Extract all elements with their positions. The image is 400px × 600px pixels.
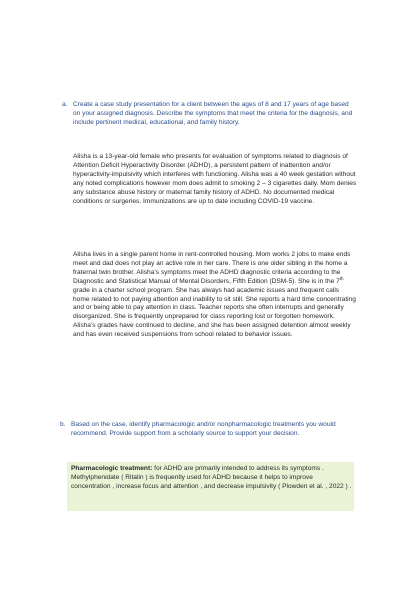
question-a-marker: a. <box>62 101 68 108</box>
answer-a-paragraph-1 <box>73 153 357 206</box>
question-b-marker: b. <box>60 421 66 428</box>
answer-a-paragraph-2-text <box>73 251 357 340</box>
paragraph-2-part-2: grade in a charter school program. She has always had academic issues and frequent calls home related to not paying attention and inability to sit still. She reports a hard time concentrating and or being able to pay attention in class. Teacher reports she often interrupts and generally disorganized. She is frequently unprepared for class reporting lost or forgotten homework. Alisha’s grades have continued to decline, and she has been assigned detention almost weekly and has even received suspensions from school related to behavior issues. <box>73 286 356 339</box>
question-b <box>60 421 355 439</box>
answer-a-paragraph-2 <box>73 251 357 340</box>
answer-b <box>71 465 354 492</box>
paragraph-2-part-1: Alisha lives in a single parent home in rent-controlled housing. Mom works 2 jobs to make ends meet and dad does not play an active role in her care. There is one older sibling in the home a fraternal twin brother. Alisha’s symptoms meet the ADHD diagnostic criteria according to the Diagnostic and Statistical Manual of Mental Disorders, Fifth Edition (DSM-5). She is in the 7 <box>73 251 351 285</box>
pharmacologic-treatment-text: for ADHD are primarily intended to address its symptoms . Methylphenidate ( Ritalin ) is frequently used for ADHD because it helps to improve concentration , increase focus and attention , and decrease impulsivity ( Plowden et al. , 2022 ) . <box>71 465 352 490</box>
question-a <box>62 101 355 128</box>
answer-a-paragraph-1-text: Alisha is a 13-year-old female who presents for evaluation of symptoms related to diagnosis of Attention Deficit Hyperactivity Disorder (ADHD), a persistent pattern of inattention and/or hyperactivity-impulsivity which interferes with functioning. Alisha was a 40 week gestation without any noted complications however mom does admit to smoking 2 – 3 cigarettes daily. Mom denies any substance abuse history or maternal family history of ADHD. No documented medical conditions or surgeries. Immunizations are up to date including COVID-19 vaccine. <box>73 153 357 205</box>
pharmacologic-treatment-label: Pharmacologic treatment: <box>71 465 153 472</box>
ordinal-superscript: th <box>339 275 344 281</box>
question-a-text: Create a case study presentation for a client between the ages of 8 and 17 years of age based on your assigned diagnosis. Describe the symptoms that meet the criteria for the diagnosis, and include pertinent medical, educational, and family history. <box>73 101 353 126</box>
question-b-text: Based on the case, identify pharmacologic and/or nonpharmacologic treatments you would recommend. Provide support from a scholarly source to support your decision. <box>71 421 336 437</box>
